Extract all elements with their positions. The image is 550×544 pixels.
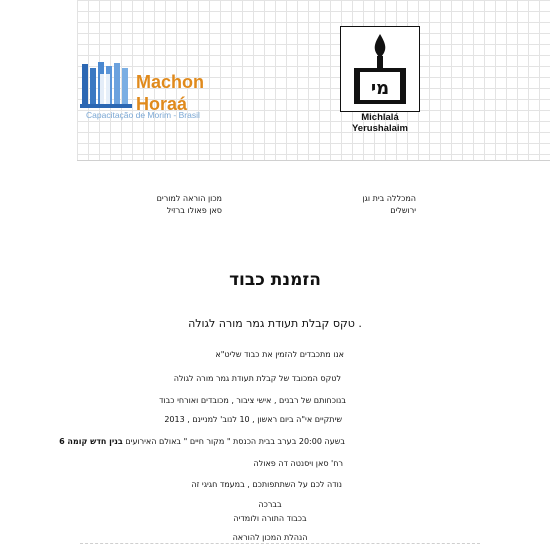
closing-honor: בכבוד התורה ולומדיה xyxy=(233,514,307,523)
machon-name-line1: Machon xyxy=(136,72,205,92)
time-line-text: בשעה 20:00 בערב בבית הכנסת " מקור חיים " באולם האירועים xyxy=(122,437,345,446)
body-line-1: אנו מתכבדים להזמין את כבוד שליט"א xyxy=(215,350,344,359)
body-line-4: שיתקיים אי"ה ביום ראשון , 10 לנוב' למניינם , 2013 xyxy=(164,415,342,424)
body-line-6: רח' סאן ויסנטה דה פאולה xyxy=(253,459,343,468)
body-line-2: לטקס המכובד של קבלת תעודת גמר מורה לגולה xyxy=(173,374,341,383)
machon-horaa-logo xyxy=(80,60,230,130)
michlala-name-line2: Yerushalaim xyxy=(352,123,408,134)
address-left xyxy=(140,193,222,217)
body-line-5 xyxy=(59,437,345,446)
address-right-line2: ירושלים xyxy=(390,206,416,215)
michlala-logo xyxy=(330,26,430,136)
subject-line: . טקס קבלת תעודת גמר מורה לגולה xyxy=(188,317,362,330)
machon-horaa-name xyxy=(136,71,204,115)
closing-blessing: בברכה xyxy=(258,500,282,509)
books-icon xyxy=(80,60,132,108)
page-title: הזמנת כבוד xyxy=(229,270,321,290)
address-right-line1: המכללה בית וגן xyxy=(362,194,416,203)
michlala-emblem-icon xyxy=(340,26,420,112)
address-left-line2: סאן פאולו ברזיל xyxy=(166,206,222,215)
address-right xyxy=(330,193,416,217)
time-line-location: בנין חדש קומה 6 xyxy=(59,437,123,446)
closing-signature: הנהלת המכון להוראה xyxy=(232,533,308,542)
address-left-line1: מכון הוראה למורים xyxy=(156,194,222,203)
body-line-7: נודה לכם על השתתפותכם , במעמד חגיגי זה xyxy=(191,480,342,489)
michlala-name-line1: Michlalá xyxy=(361,112,399,123)
michlala-name xyxy=(330,112,430,134)
machon-horaa-subtitle: Capacitação de Morim - Brasil xyxy=(86,110,200,120)
emblem-letters: מי xyxy=(370,78,390,99)
machon-name-line2: Horaá xyxy=(136,94,188,114)
body-line-3: בנוכחותם של רבנים , אישי ציבור , מכובדים ואורחי כבוד xyxy=(159,396,346,405)
